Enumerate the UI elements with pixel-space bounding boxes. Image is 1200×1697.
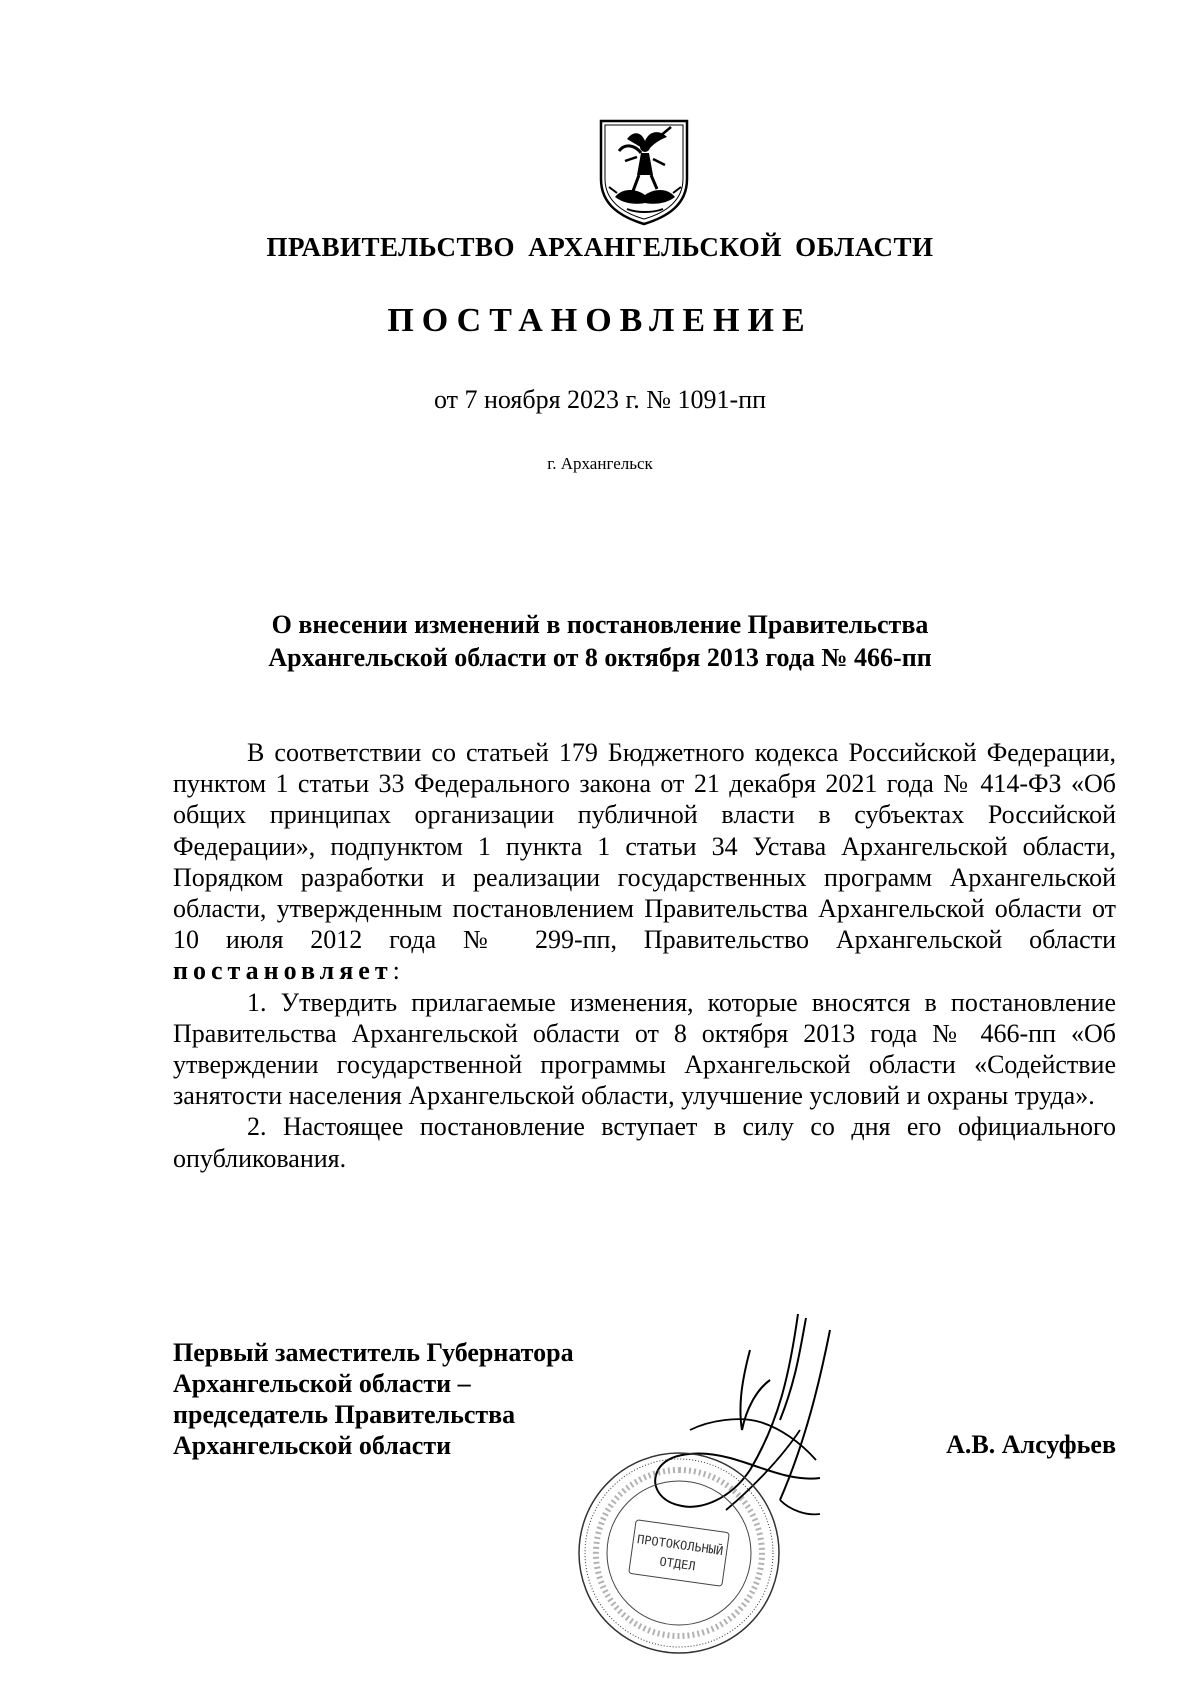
signer-position-line: председатель Правительства [173, 1400, 516, 1429]
signer-position-line: Архангельской области [173, 1431, 452, 1460]
item-paragraph-2: 2. Настоящее постановление вступает в силу со дня его официального опубликования. [173, 1112, 1116, 1173]
document-title [0, 608, 1200, 674]
coat-of-arms-icon [597, 117, 691, 227]
document-body [173, 737, 1116, 1174]
preamble-paragraph [173, 737, 1116, 987]
signer-position [173, 1337, 574, 1461]
seal-text-line: ОТДЕЛ [658, 1554, 697, 1574]
signer-name: А.В. Алсуфьев [946, 1430, 1116, 1459]
document-title-line: О внесении изменений в постановление Правительства [271, 610, 929, 639]
resolves-colon: : [392, 956, 400, 986]
round-stamp [576, 1450, 782, 1656]
government-name: ПРАВИТЕЛЬСТВО АРХАНГЕЛЬСКОЙ ОБЛАСТИ [266, 232, 934, 262]
item-paragraph-1: 1. Утвердить прилагаемые изменения, которые вносятся в постановление Правительства Архангельской области от 8 октября 2013 года № 466-пп «Об утверждении государственной программы Архангельской области «Содействие занятости населения Архангельской области, улучшение условий и охраны труда». [173, 987, 1116, 1111]
preamble-text: В соответствии со статьей 179 Бюджетного кодекса Российской Федерации, пунктом 1 статьи 33 Федерального закона от 21 декабря 2021 года № 414-ФЗ «Об общих принципах организации публичной власти в субъектах Российской Федерации», подпунктом 1 пункта 1 статьи 34 Устава Архангельской области, Порядком разработки и реализации государственных программ Архангельской области, утвержденным постановлением Правительства Архангельской области от 10 июля 2012 года № 299-пп, Правительство Архангельской области [173, 738, 1116, 955]
document-title-line: Архангельской области от 8 октября 2013 года № 466-пп [268, 643, 932, 672]
document-date-number: от 7 ноября 2023 г. № 1091-пп [433, 385, 767, 414]
document-city: г. Архангельск [547, 454, 653, 473]
signer-position-line: Архангельской области – [173, 1369, 471, 1398]
resolves-word: постановляет [173, 956, 393, 986]
document-type: ПОСТАНОВЛЕНИЕ [387, 302, 813, 339]
signer-position-line: Первый заместитель Губернатора [173, 1338, 574, 1367]
seal-text-line: ПРОТОКОЛЬНЫЙ [636, 1532, 725, 1559]
